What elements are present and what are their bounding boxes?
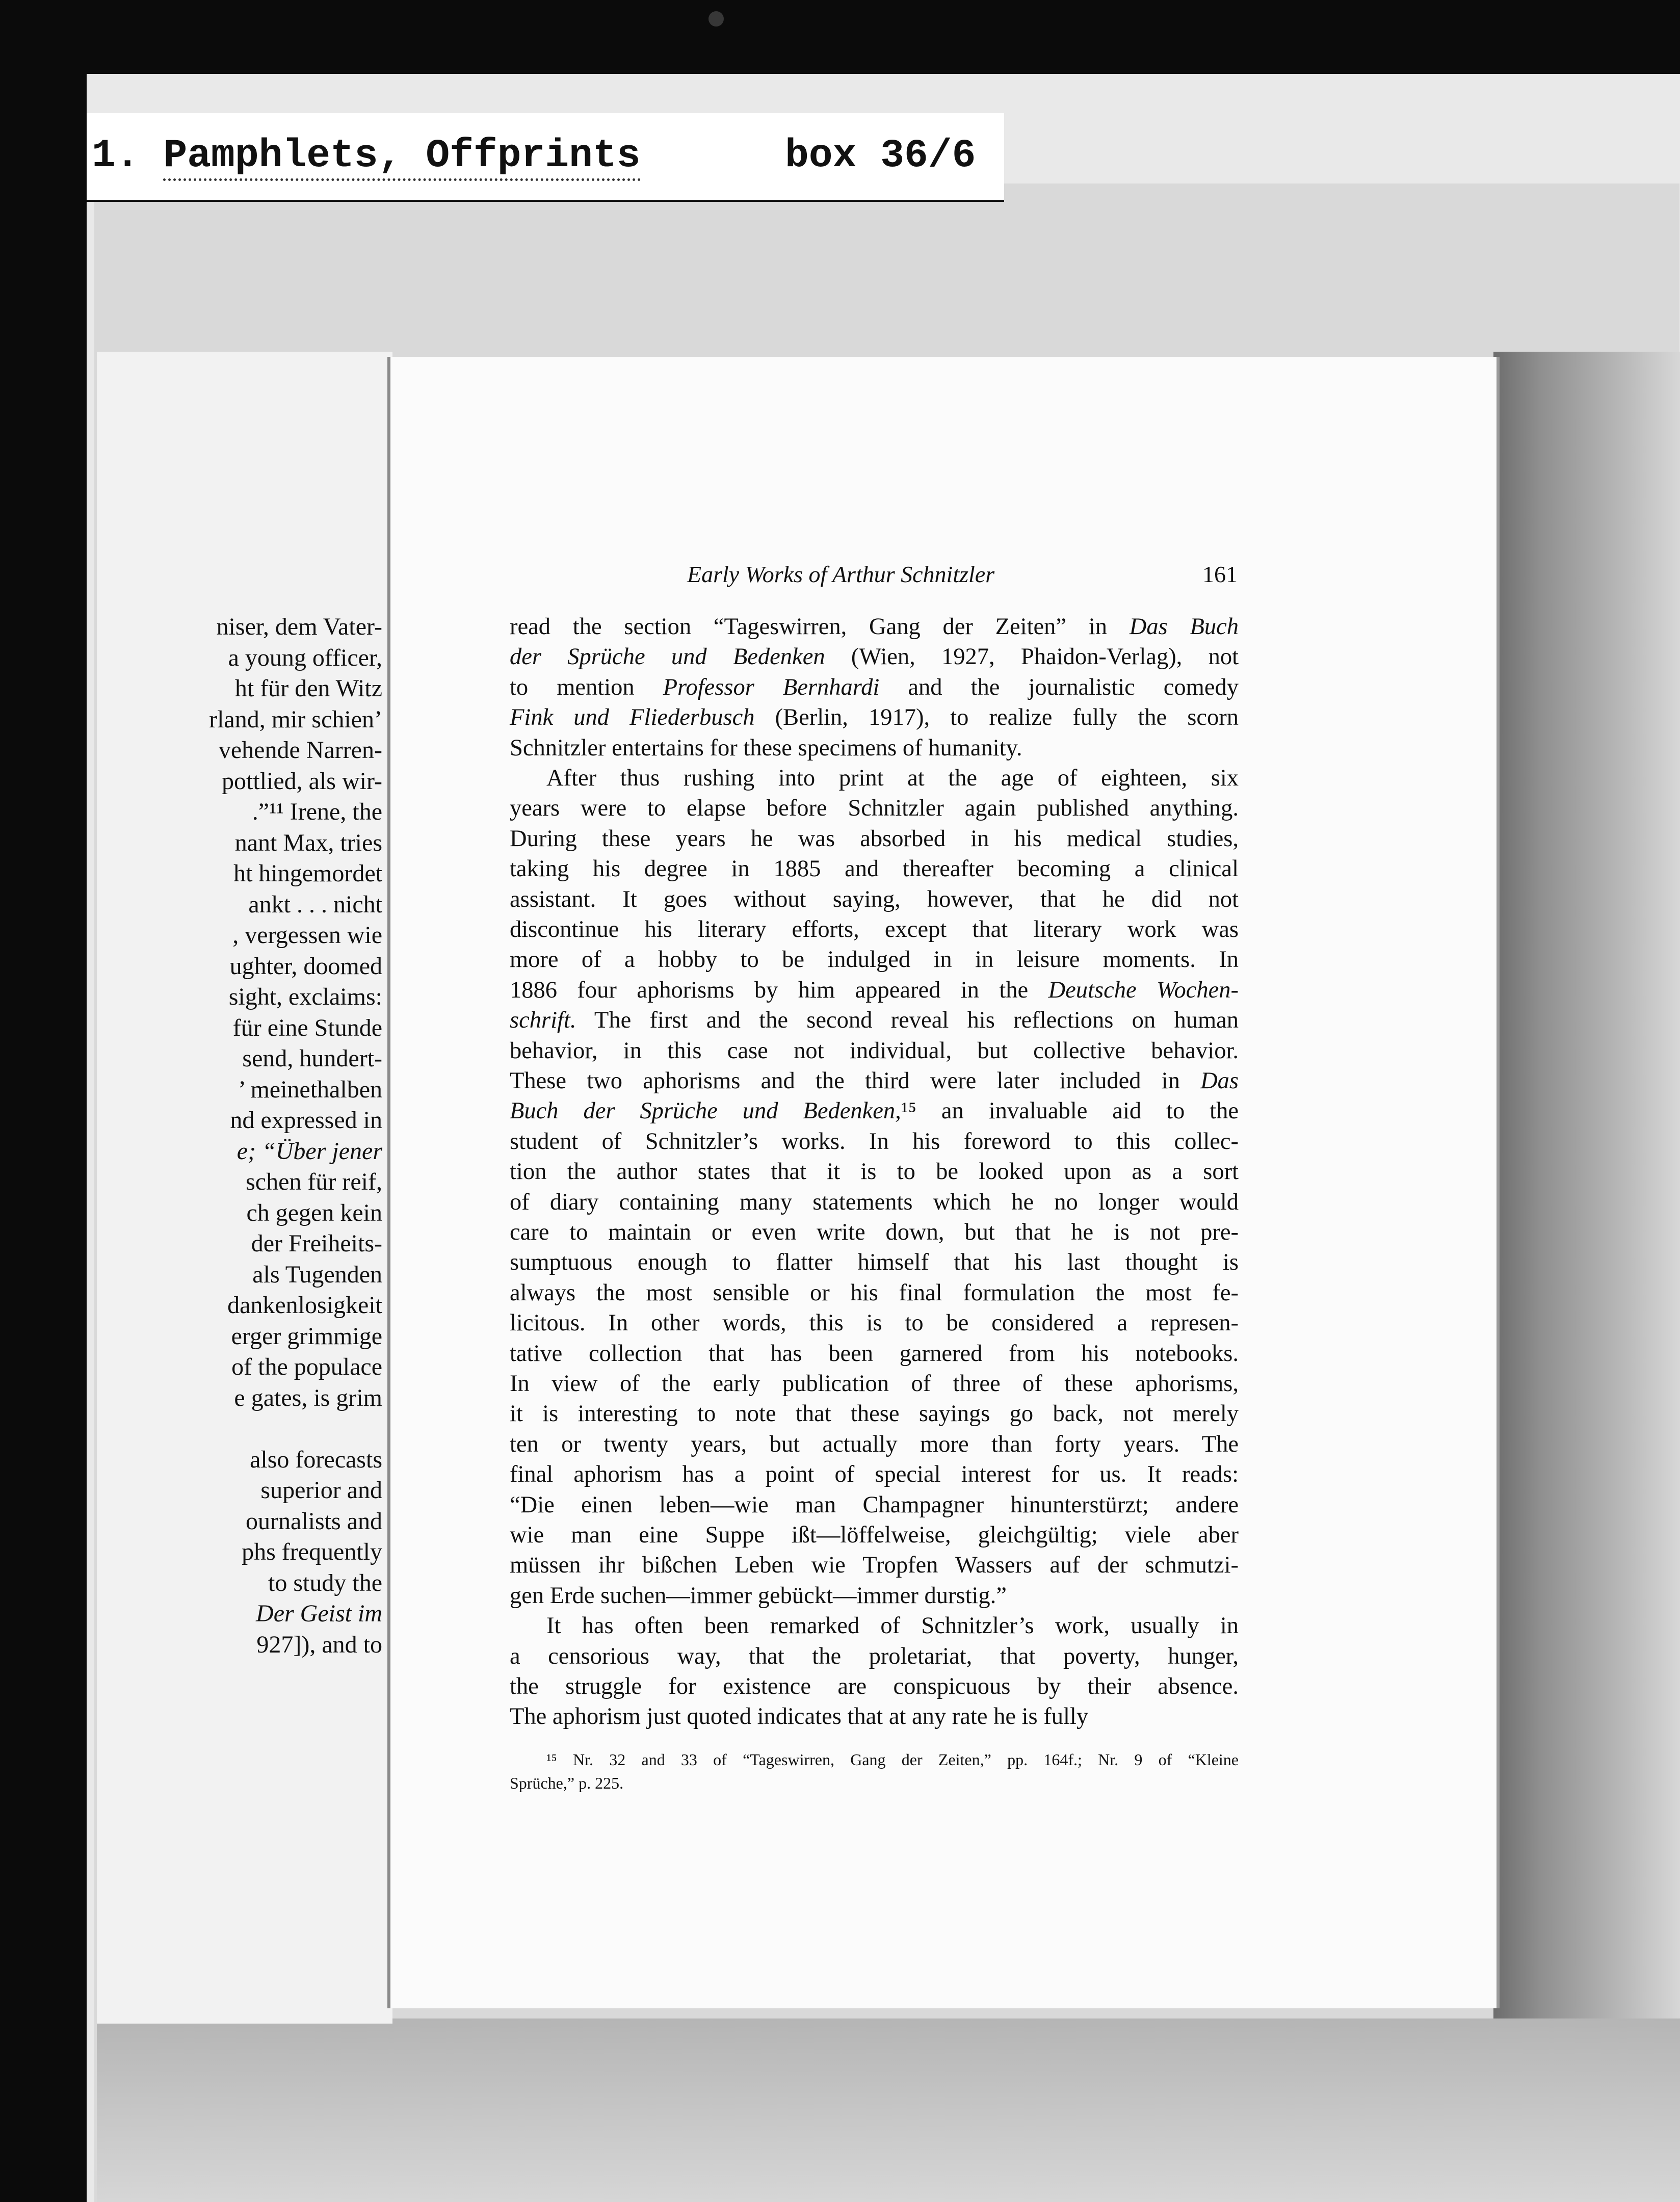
left-page-line: ch gegen kein <box>246 1199 382 1226</box>
body-line: It has often been remarked of Schnitzler’s work, usually in <box>546 1613 1239 1639</box>
body-line: ten or twenty years, but actually more than forty years. The <box>510 1431 1239 1457</box>
left-page-line: ournalists and <box>246 1507 382 1535</box>
left-page-line: ht hingemordet <box>233 860 382 887</box>
left-page-line: to study the <box>268 1569 382 1596</box>
left-page-line: rland, mir schien’ <box>209 705 382 733</box>
body-line: student of Schnitzler’s works. In his foreword to this collec- <box>510 1128 1239 1155</box>
body-line: After thus rushing into print at the age of eighteen, six <box>546 765 1239 791</box>
left-page-line: nd expressed in <box>230 1107 382 1134</box>
body-line: der Sprüche und Bedenken (Wien, 1927, Phaidon-Verlag), not <box>510 644 1239 670</box>
left-page-fragment <box>97 352 392 2024</box>
body-line: Schnitzler entertains for these specimens of humanity. <box>510 735 1022 761</box>
left-page-line: e; “Über jener <box>237 1137 382 1165</box>
body-line: 1886 four aphorisms by him appeared in the Deutsche Wochen- <box>510 977 1239 1003</box>
left-page-line: superior and <box>260 1477 382 1504</box>
body-line: schrift. The first and the second reveal his reflections on human <box>510 1007 1239 1034</box>
body-line: müssen ihr bißchen Leben wie Tropfen Wassers auf der schmutzi- <box>510 1552 1239 1579</box>
body-line: years were to elapse before Schnitzler again published anything. <box>510 795 1239 822</box>
body-line: final aphorism has a point of special interest for us. It reads: <box>510 1461 1239 1488</box>
left-page-line: .”¹¹ Irene, the <box>252 798 382 825</box>
body-line: gen Erde suchen—immer gebückt—immer durstig.” <box>510 1582 1007 1609</box>
body-line: read the section “Tageswirren, Gang der Zeiten” in Das Buch <box>510 614 1239 640</box>
left-page-line: vehende Narren- <box>218 737 382 764</box>
left-page-line: pottlied, als wir- <box>222 767 382 795</box>
body-line: wie man eine Suppe ißt—löffelweise, gleichgültig; viele aber <box>510 1522 1239 1548</box>
body-line: tion the author states that it is to be looked upon as a sort <box>510 1159 1239 1185</box>
left-page-line: 927]), and to <box>256 1631 382 1658</box>
left-page-line: erger grimmige <box>231 1322 382 1350</box>
label-number: 1. <box>92 134 140 178</box>
left-page-line: für eine Stunde <box>232 1014 382 1041</box>
body-line: always the most sensible or his final formulation the most fe- <box>510 1279 1239 1306</box>
page-shadow-bottom <box>97 2018 1680 2202</box>
left-page-line: Der Geist im <box>256 1600 382 1627</box>
left-page-line: als Tugenden <box>252 1261 382 1288</box>
left-page-line: of the populace <box>231 1353 382 1380</box>
label-title: Pamphlets, Offprints <box>163 134 640 181</box>
archive-label <box>87 113 1004 202</box>
body-line: assistant. It goes without saying, however, that he did not <box>510 886 1239 912</box>
body-line: care to maintain or even write down, but that he is not pre- <box>510 1219 1239 1245</box>
left-page-line: schen für reif, <box>246 1168 382 1195</box>
body-line: In view of the early publication of three of these aphorisms, <box>510 1371 1239 1397</box>
body-line: discontinue his literary efforts, except that literary work was <box>510 916 1239 942</box>
footnote-line: Sprüche,” p. 225. <box>510 1774 624 1792</box>
left-page-line: a young officer, <box>228 644 382 671</box>
body-line: more of a hobby to be indulged in in leisure moments. In <box>510 947 1239 973</box>
label-heading <box>92 134 641 178</box>
body-line: the struggle for existence are conspicuous by their absence. <box>510 1673 1239 1699</box>
left-page-line: ’ meinethalben <box>238 1076 382 1103</box>
left-page-line: phs frequently <box>242 1538 382 1565</box>
left-page-line: niser, dem Vater- <box>216 613 382 640</box>
left-page-line: , vergessen wie <box>232 922 382 949</box>
body-line: a censorious way, that the proletariat, that poverty, hunger, <box>510 1643 1239 1669</box>
body-line: tative collection that has been garnered from his notebooks. <box>510 1340 1239 1367</box>
running-head <box>687 561 1238 591</box>
body-line: The aphorism just quoted indicates that at any rate he is fully <box>510 1703 1089 1730</box>
body-line: behavior, in this case not individual, but collective behavior. <box>510 1037 1239 1064</box>
left-page-line: nant Max, tries <box>234 829 382 856</box>
running-head-title: Early Works of Arthur Schnitzler <box>687 561 995 587</box>
left-page-line: ht für den Witz <box>234 675 382 702</box>
page-number: 161 <box>1202 561 1238 587</box>
body-line: Fink und Fliederbusch (Berlin, 1917), to realize fully the scorn <box>510 704 1239 731</box>
body-line: licitous. In other words, this is to be considered a represen- <box>510 1310 1239 1336</box>
label-box-number: box 36/6 <box>785 134 976 178</box>
left-page-line: send, hundert- <box>242 1045 382 1072</box>
footnote-line: ¹⁵ Nr. 32 and 33 of “Tageswirren, Gang der Zeiten,” pp. 164f.; Nr. 9 of “Kleine <box>546 1750 1239 1769</box>
left-page-line: sight, exclaims: <box>228 983 382 1010</box>
left-page-line: ughter, doomed <box>229 952 382 980</box>
left-page-line: also forecasts <box>250 1446 382 1473</box>
body-line: During these years he was absorbed in his medical studies, <box>510 825 1239 852</box>
body-line: taking his degree in 1885 and thereafter becoming a clinical <box>510 856 1239 882</box>
body-line: to mention Professor Bernhardi and the journalistic comedy <box>510 674 1239 700</box>
body-line: sumptuous enough to flatter himself that his last thought is <box>510 1249 1239 1276</box>
body-line: These two aphorisms and the third were later included in Das <box>510 1068 1239 1094</box>
left-edge-strip <box>0 601 14 1417</box>
body-line: “Die einen leben—wie man Champagner hinunterstürzt; andere <box>510 1491 1239 1518</box>
left-page-line: ankt . . . nicht <box>248 890 382 918</box>
left-page-line: dankenlosigkeit <box>227 1292 382 1319</box>
left-page-line: e gates, is grim <box>234 1384 382 1411</box>
page-shadow-right <box>1493 352 1680 2202</box>
body-line: of diary containing many statements which he no longer would <box>510 1189 1239 1215</box>
left-page-line: der Freiheits- <box>251 1230 382 1257</box>
body-line: it is interesting to note that these sayings go back, not merely <box>510 1401 1239 1427</box>
dust-spot <box>708 11 724 27</box>
body-line: Buch der Sprüche und Bedenken,¹⁵ an invaluable aid to the <box>510 1098 1239 1124</box>
